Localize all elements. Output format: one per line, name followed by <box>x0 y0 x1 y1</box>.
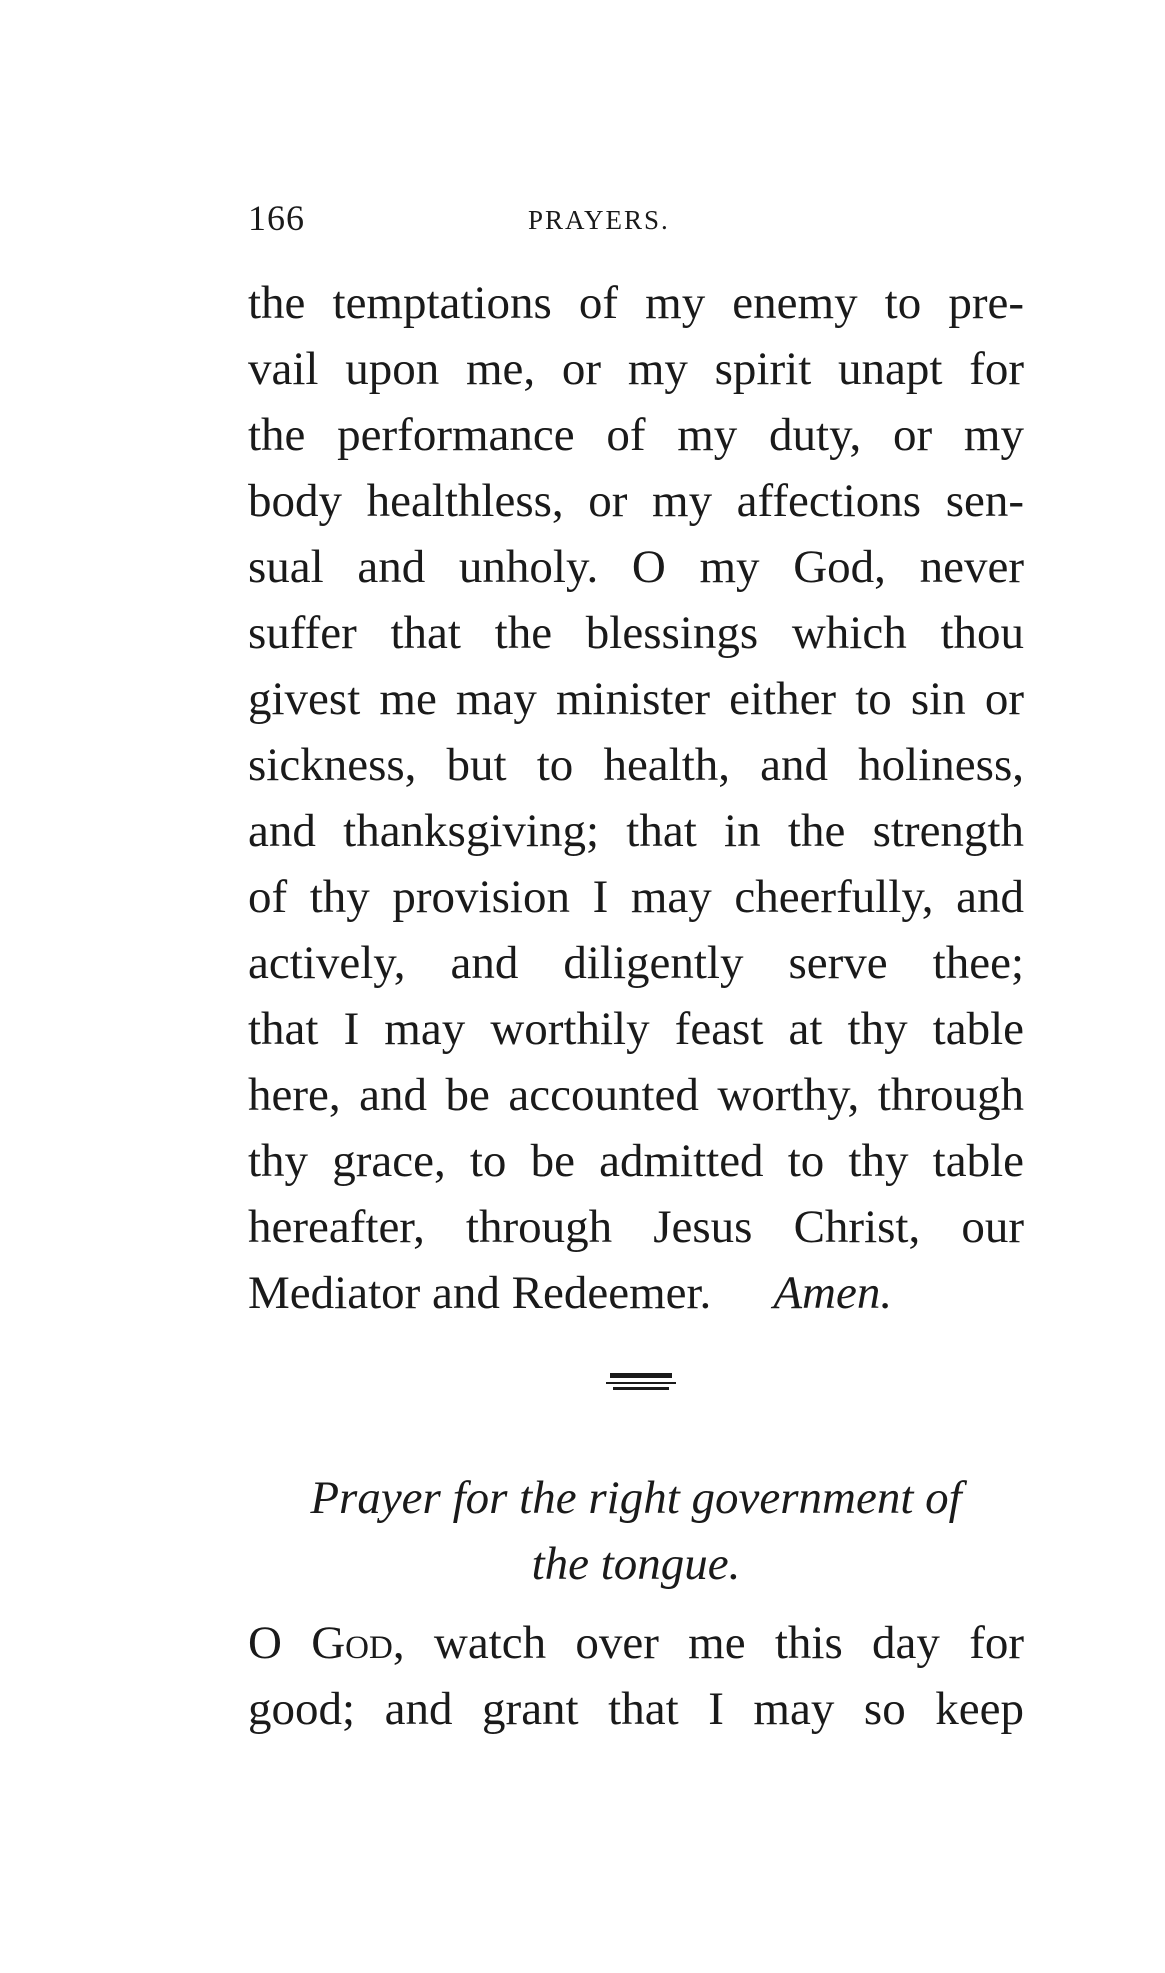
prayer-heading <box>248 1465 1024 1597</box>
closing-text: Mediator and Redeemer. <box>248 1267 712 1319</box>
text-line: actively, and diligently serve thee; <box>248 937 1024 989</box>
text-line: suffer that the blessings which thou <box>248 607 1024 659</box>
prayer-heading-line: the tongue. <box>531 1538 741 1590</box>
section-divider <box>606 1373 676 1390</box>
god-word: God <box>311 1617 393 1669</box>
text-line <box>248 1610 1024 1676</box>
divider-rule <box>610 1373 672 1378</box>
text-line: and thanksgiving; that in the strength <box>248 805 1024 857</box>
text-line: thy grace, to be admitted to thy table <box>248 1135 1024 1187</box>
text-line: body healthless, or my affections sen- <box>248 475 1024 527</box>
prayer-heading-line: Prayer for the right government of <box>310 1472 962 1524</box>
text-line: the temptations of my enemy to pre- <box>248 277 1024 329</box>
text-line: vail upon me, or my spirit unapt for <box>248 343 1024 395</box>
text-line: good; and grant that I may so keep <box>248 1683 1024 1735</box>
text-line: hereafter, through Jesus Christ, our <box>248 1201 1024 1253</box>
text-line: sual and unholy. O my God, never <box>248 541 1024 593</box>
running-title: PRAYERS. <box>528 205 670 235</box>
second-prayer-text <box>248 1610 1024 1742</box>
closing-line <box>248 1260 1024 1326</box>
page-number: 166 <box>248 198 305 238</box>
text-line: the performance of my duty, or my <box>248 409 1024 461</box>
line-rest: , watch over me this day for <box>392 1617 1024 1669</box>
amen-word: Amen. <box>773 1267 893 1319</box>
running-head <box>248 196 1018 240</box>
text-line: sickness, but to health, and holiness, <box>248 739 1024 791</box>
text-line: here, and be accounted worthy, through <box>248 1069 1024 1121</box>
text-line: that I may worthily feast at thy table <box>248 1003 1024 1055</box>
divider-rule <box>606 1382 676 1384</box>
divider-rule <box>613 1387 669 1390</box>
text-line: of thy provision I may cheerfully, and <box>248 871 1024 923</box>
opening-word: O <box>248 1617 282 1669</box>
text-line: givest me may minister either to sin or <box>248 673 1024 725</box>
prayer-body-text <box>248 270 1024 1326</box>
